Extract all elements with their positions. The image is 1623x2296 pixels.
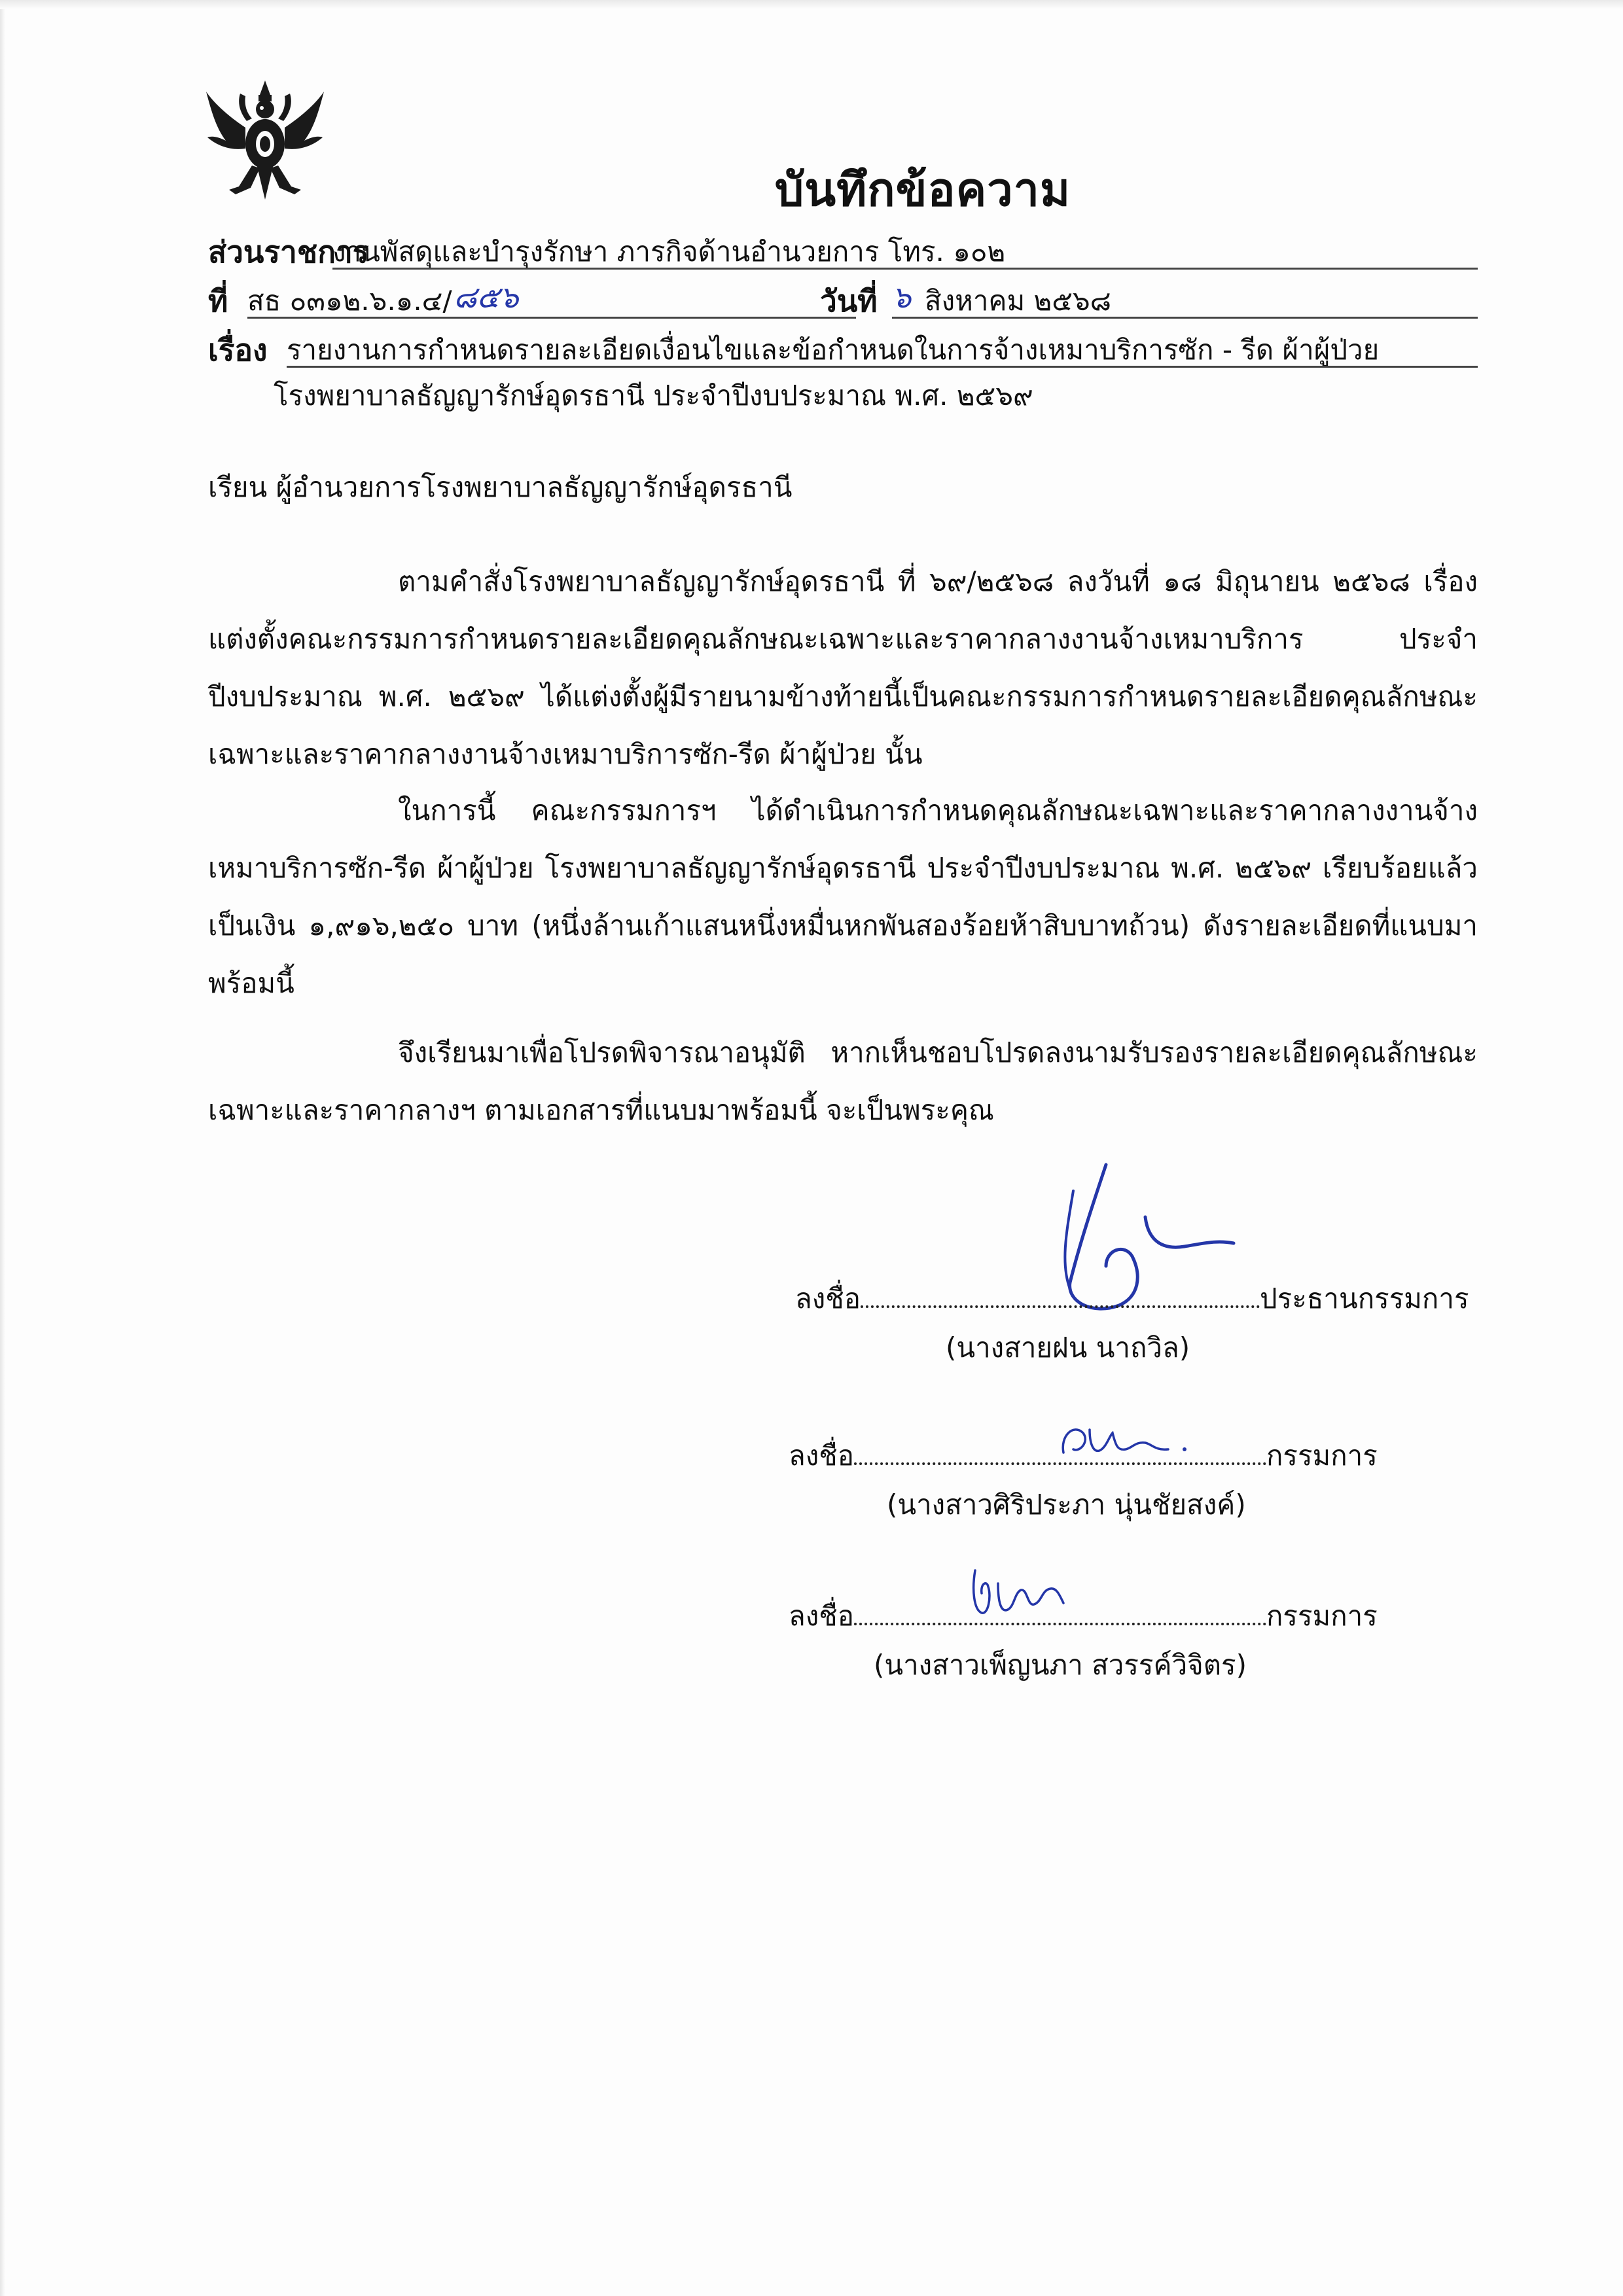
subject-underline [287,366,1478,368]
sign-label-2: ลงชื่อ [789,1439,854,1472]
department-value: งานพัสดุและบำรุงรักษา ภารกิจด้านอำนวยการ โทร. ๑๐๒ [332,236,1006,268]
subject-continuation-row [274,373,1478,419]
signature-dots-1 [861,1283,1260,1308]
signer-name-2: (นางสาวศิริประภา นุ่นชัยสงค์) [887,1489,1246,1521]
subject-label: เรื่อง [208,332,268,368]
signer-role-2: กรรมการ [1266,1439,1378,1472]
department-label: ส่วนราชการ [208,234,369,270]
date-underline [892,317,1478,319]
salutation-row [208,465,1478,510]
date-handwritten: ๖ [892,279,912,315]
signer-role-3: กรรมการ [1266,1600,1378,1632]
reference-label: ที่ [208,283,228,319]
body-paragraph-1: ตามคำสั่งโรงพยาบาลธัญญารักษ์อุดรธานี ที่ ๖๙/๒๕๖๘ ลงวันที่ ๑๘ มิถุนายน ๒๕๖๘ เรื่องแต่งตั้งคณะกรรมการกำหนดรายละเอียดคุณลักษณะเฉพาะและราคากลางงานจ้างเหมาบริการ ประจำปีงบประมาณ พ.ศ. ๒๕๖๙ ได้แต่งตั้งผู้มีรายนามข้างท้ายนี้เป็นคณะกรรมการกำหนดรายละเอียดคุณลักษณะเฉพาะและราคากลางงานจ้างเหมาบริการซัก-รีด ผ้าผู้ป่วย นั้น [208,565,1478,770]
signature-dots-2 [854,1440,1266,1465]
date-label: วันที่ [820,283,878,319]
sign-label-3: ลงชื่อ [789,1600,854,1632]
signer-name-1: (นางสายฝน นาถวิล) [946,1332,1190,1364]
scan-edge-top [0,0,1623,9]
department-row [208,229,1478,275]
scan-edge-left [0,0,5,2296]
body-paragraph-2: ในการนี้ คณะกรรมการฯ ได้ดำเนินการกำหนดคุณลักษณะเฉพาะและราคากลางงานจ้างเหมาบริการซัก-รีด ผ้าผู้ป่วย โรงพยาบาลธัญญารักษ์อุดรธานี ประจำปีงบประมาณ พ.ศ. ๒๕๖๙ เรียบร้อยแล้ว เป็นเงิน ๑,๙๑๖,๒๕๐ บาท (หนึ่งล้านเก้าแสนหนึ่งหมื่นหกพันสองร้อยห้าสิบบาทถ้วน) ดังรายละเอียดที่แนบมาพร้อมนี้ [208,794,1478,999]
subject-line-1: รายงานการกำหนดรายละเอียดเงื่อนไขและข้อกำหนดในการจ้างเหมาบริการซัก - รีด ผ้าผู้ป่วย [287,334,1380,366]
department-underline [332,268,1478,270]
date-value: สิงหาคม ๒๕๖๘ [925,285,1112,317]
reference-row [208,278,1478,324]
reference-value: สธ ๐๓๑๒.๖.๑.๔/ [247,285,452,317]
sign-label-1: ลงชื่อ [795,1282,861,1315]
subject-line-2: โรงพยาบาลธัญญารักษ์อุดรธานี ประจำปีงบประมาณ พ.ศ. ๒๕๖๙ [274,380,1033,412]
body-paragraph-3: จึงเรียนมาเพื่อโปรดพิจารณาอนุมัติ หากเห็นชอบโปรดลงนามรับรองรายละเอียดคุณลักษณะเฉพาะและราคากลางฯ ตามเอกสารที่แนบมาพร้อมนี้ จะเป็นพระคุณ [208,1036,1478,1126]
signer-role-1: ประธานกรรมการ [1259,1282,1469,1315]
memo-title: บันทึกข้อความ [774,163,1071,217]
reference-underline [247,317,856,319]
subject-row [208,327,1478,373]
signature-line-1 [795,1279,1469,1318]
signature-line-2 [789,1436,1378,1475]
salutation: เรียน ผู้อำนวยการโรงพยาบาลธัญญารักษ์อุดรธานี [208,471,793,503]
reference-handwritten: ๘๕๖ [454,279,519,315]
signature-dots-3 [854,1600,1266,1625]
signature-line-3 [789,1597,1378,1636]
signer-name-3: (นางสาวเพ็ญนภา สวรรค์วิจิตร) [874,1649,1247,1681]
